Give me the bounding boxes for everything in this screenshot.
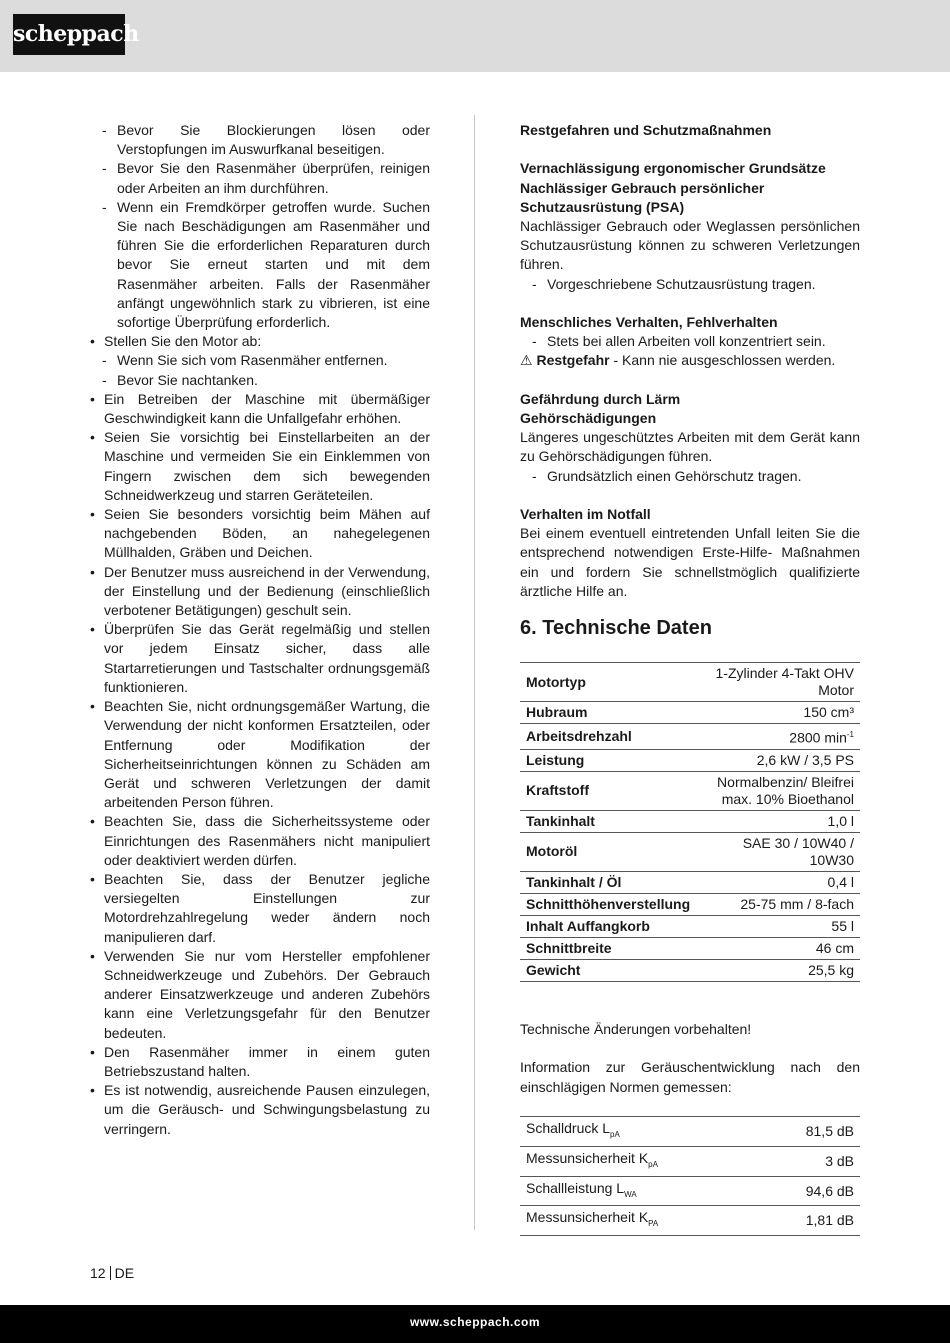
spec-label: Inhalt Auffangkorb <box>520 915 696 937</box>
spec-label: Hubraum <box>520 702 696 724</box>
psa-heading: Nachlässiger Gebrauch persönlicher Schutzausrüstung (PSA) <box>520 179 765 215</box>
hearing-damage-heading: Gehörschädigungen <box>520 410 657 426</box>
spec-label: Kraftstoff <box>520 771 696 810</box>
spec-row <box>520 663 860 702</box>
spec-row <box>520 771 860 810</box>
bullet-list-item: • Beachten Sie, dass der Benutzer jegliche versiegelten Einstellungen zur Motordrehzahlregelung weder ändern noch manipulieren darf. <box>90 870 430 945</box>
noise-label: Schallleistung $L_{WA}$ <box>520 1176 760 1206</box>
bullet-list-item: • Seien Sie besonders vorsichtig beim Mähen auf nachgebenden Böden, an nahegelegenen Müllhalden, Gräben und Deichen. <box>90 506 430 561</box>
spec-label: Leistung <box>520 749 696 771</box>
spec-value: 46 cm <box>696 937 860 959</box>
spec-label: Arbeitsdrehzahl <box>520 724 696 750</box>
emergency-heading: Verhalten im Notfall <box>520 506 651 522</box>
page-footer <box>0 1305 950 1343</box>
spec-label: Tankinhalt / Öl <box>520 871 696 893</box>
list-item: - Grundsätzlich einen Gehörschutz tragen. <box>532 467 802 484</box>
noise-table <box>520 1116 860 1236</box>
spec-row <box>520 937 860 959</box>
residual-risk-line <box>520 351 860 370</box>
noise-value: 1,81 dB <box>760 1206 860 1236</box>
spec-value: 55 l <box>696 915 860 937</box>
column-divider <box>474 115 475 1230</box>
dash-list-item: - Wenn Sie sich vom Rasenmäher entfernen. <box>102 352 388 369</box>
technical-data-table <box>520 662 860 982</box>
spec-value: 2800 $\min^{-1}$ <box>696 724 860 750</box>
psa-text: Nachlässiger Gebrauch oder Weglassen persönlichen Schutzausrüstung können zu schweren Verletzungen führen. <box>520 218 860 273</box>
spec-row <box>520 871 860 893</box>
residual-risk-text: - Kann nie ausgeschlossen werden. <box>609 352 836 369</box>
dash-list-item: - Bevor Sie Blockierungen lösen oder Verstopfungen im Auswurfkanal beseitigen. <box>102 122 430 158</box>
bullet-list-item: • Überprüfen Sie das Gerät regelmäßig und stellen vor jedem Einsatz sicher, dass alle Startarretierungen und Tastschalter ordnungsgemäß funktionieren. <box>90 621 430 695</box>
spec-row <box>520 959 860 981</box>
dash-list-item: - Bevor Sie nachtanken. <box>102 371 258 388</box>
spec-row <box>520 724 860 750</box>
spec-label: Motortyp <box>520 663 696 702</box>
dash-list-item: - Bevor Sie den Rasenmäher überprüfen, reinigen oder Arbeiten an ihm durchführen. <box>102 160 430 196</box>
website-link[interactable]: www.scheppach.com <box>409 1315 541 1329</box>
noise-label: Schalldruck $L_{pA}$ <box>520 1117 760 1147</box>
technical-changes-note: Technische Änderungen vorbehalten! <box>520 1021 752 1038</box>
left-column <box>90 121 430 1139</box>
spec-row <box>520 702 860 724</box>
noise-hazard-text: Längeres ungeschütztes Arbeiten mit dem Gerät kann zu Gehörschädigungen führen. <box>520 429 860 465</box>
section-title-technical-data: 6. Technische Daten <box>520 617 712 640</box>
bullet-list-item: • Der Benutzer muss ausreichend in der Verwendung, der Einstellung und der Bedienung (einschließlich verbotener Betätigungen) geschult sein. <box>90 563 430 619</box>
spec-row <box>520 749 860 771</box>
spec-value: 0,4 l <box>696 871 860 893</box>
warning-icon: ⚠ <box>520 352 533 369</box>
bullet-list-item: • Es ist notwendig, ausreichende Pausen einzulegen, um die Geräusch- und Schwingungsbelastung zu verringern. <box>90 1082 430 1137</box>
bullet-list-item: • Stellen Sie den Motor ab: <box>90 333 262 350</box>
noise-row <box>520 1146 860 1176</box>
spec-value: 2,6 kW / 3,5 PS <box>696 749 860 771</box>
spec-label: Schnittbreite <box>520 937 696 959</box>
human-behaviour-heading: Menschliches Verhalten, Fehlverhalten <box>520 314 778 330</box>
noise-label: Messunsicherheit $K_{PA}$ <box>520 1206 760 1236</box>
spec-row <box>520 810 860 832</box>
noise-hazard-heading: Gefährdung durch Lärm <box>520 390 681 407</box>
noise-value: 3 dB <box>760 1146 860 1176</box>
bullet-list-item: • Verwenden Sie nur vom Hersteller empfohlener Schneidwerkzeuge und Zubehörs. Der Gebrauch anderer Einsatzwerkzeuge und anderen Zubehörs kann eine Verletzungsgefahr für den Benutzer bedeuten. <box>90 947 430 1041</box>
emergency-text: Bei einem eventuell eintretenden Unfall leiten Sie die entsprechend notwendigen Erste-Hilfe- Maßnahmen ein und fordern Sie schnellstmöglich qualifizierte ärztliche Hilfe an. <box>520 525 860 599</box>
ergonomics-heading: Vernachlässigung ergonomischer Grundsätze <box>520 160 826 177</box>
bullet-list-item: • Seien Sie vorsichtig bei Einstellarbeiten an der Maschine und vermeiden Sie ein Einklemmen von Fingern zwischen dem sich bewegenden Schneidwerkzeug und starren Geräteteilen. <box>90 429 430 503</box>
spec-label: Gewicht <box>520 959 696 981</box>
spec-value: 25-75 mm / 8-fach <box>696 893 860 915</box>
page-header <box>0 0 950 72</box>
spec-value: Normalbenzin/ Bleifrei max. 10% Bioethanol <box>696 771 860 810</box>
residual-risk-label: Restgefahr <box>536 352 610 369</box>
bullet-list-item: • Ein Betreiben der Maschine mit übermäßiger Geschwindigkeit kann die Unfallgefahr erhöhen. <box>90 390 430 427</box>
bullet-list-item: • Den Rasenmäher immer in einem guten Betriebszustand halten. <box>90 1043 430 1079</box>
restgefahren-heading: Restgefahren und Schutzmaßnahmen <box>520 122 772 138</box>
bullet-list-item: • Beachten Sie, nicht ordnungsgemäßer Wartung, die Verwendung der nicht konformen Ersatzteilen, oder Entfernung oder Modifikation der Sicherheitseinrichtungen können zu Schäden am Gerät und schweren Verletzungen der damit arbeitenden Person führen. <box>90 698 430 811</box>
noise-info-text: Information zur Geräuschentwicklung nach den einschlägigen Normen gemessen: <box>520 1059 860 1095</box>
bullet-list-item: • Beachten Sie, dass die Sicherheitssysteme oder Einrichtungen des Rasenmähers nicht manipuliert oder deaktiviert werden dürfen. <box>90 813 430 868</box>
spec-value: 150 cm³ <box>696 702 860 724</box>
spec-value: 1-Zylinder 4-Takt OHV Motor <box>696 663 860 702</box>
spec-row <box>520 832 860 871</box>
spec-value: 25,5 kg <box>696 959 860 981</box>
spec-label: Motoröl <box>520 832 696 871</box>
page-number: 12 DE <box>90 1265 135 1281</box>
scheppach-logo: scheppach <box>13 14 125 55</box>
list-item: - Stets bei allen Arbeiten voll konzentriert sein. <box>532 333 826 350</box>
spec-row <box>520 915 860 937</box>
noise-row <box>520 1117 860 1147</box>
spec-value: SAE 30 / 10W40 / 10W30 <box>696 832 860 871</box>
spec-label: Schnitthöhenverstellung <box>520 893 696 915</box>
spec-row <box>520 893 860 915</box>
noise-value: 94,6 dB <box>760 1176 860 1206</box>
spec-value: 1,0 l <box>696 810 860 832</box>
right-column <box>520 121 860 1236</box>
dash-list-item: - Wenn ein Fremdkörper getroffen wurde. Suchen Sie nach Beschädigungen am Rasenmäher und führen Sie die erforderlichen Reparaturen durch bevor Sie erneut starten und mit dem Rasenmäher arbeiten. Falls der Rasenmäher anfängt ungewöhnlich stark zu vibrieren, ist eine sofortige Überprüfung erforderlich. <box>102 198 430 331</box>
list-item: - Vorgeschriebene Schutzausrüstung tragen. <box>532 275 816 292</box>
noise-value: 81,5 dB <box>760 1117 860 1147</box>
noise-row <box>520 1176 860 1206</box>
spec-label: Tankinhalt <box>520 810 696 832</box>
noise-label: Messunsicherheit $K_{pA}$ <box>520 1146 760 1176</box>
noise-row <box>520 1206 860 1236</box>
